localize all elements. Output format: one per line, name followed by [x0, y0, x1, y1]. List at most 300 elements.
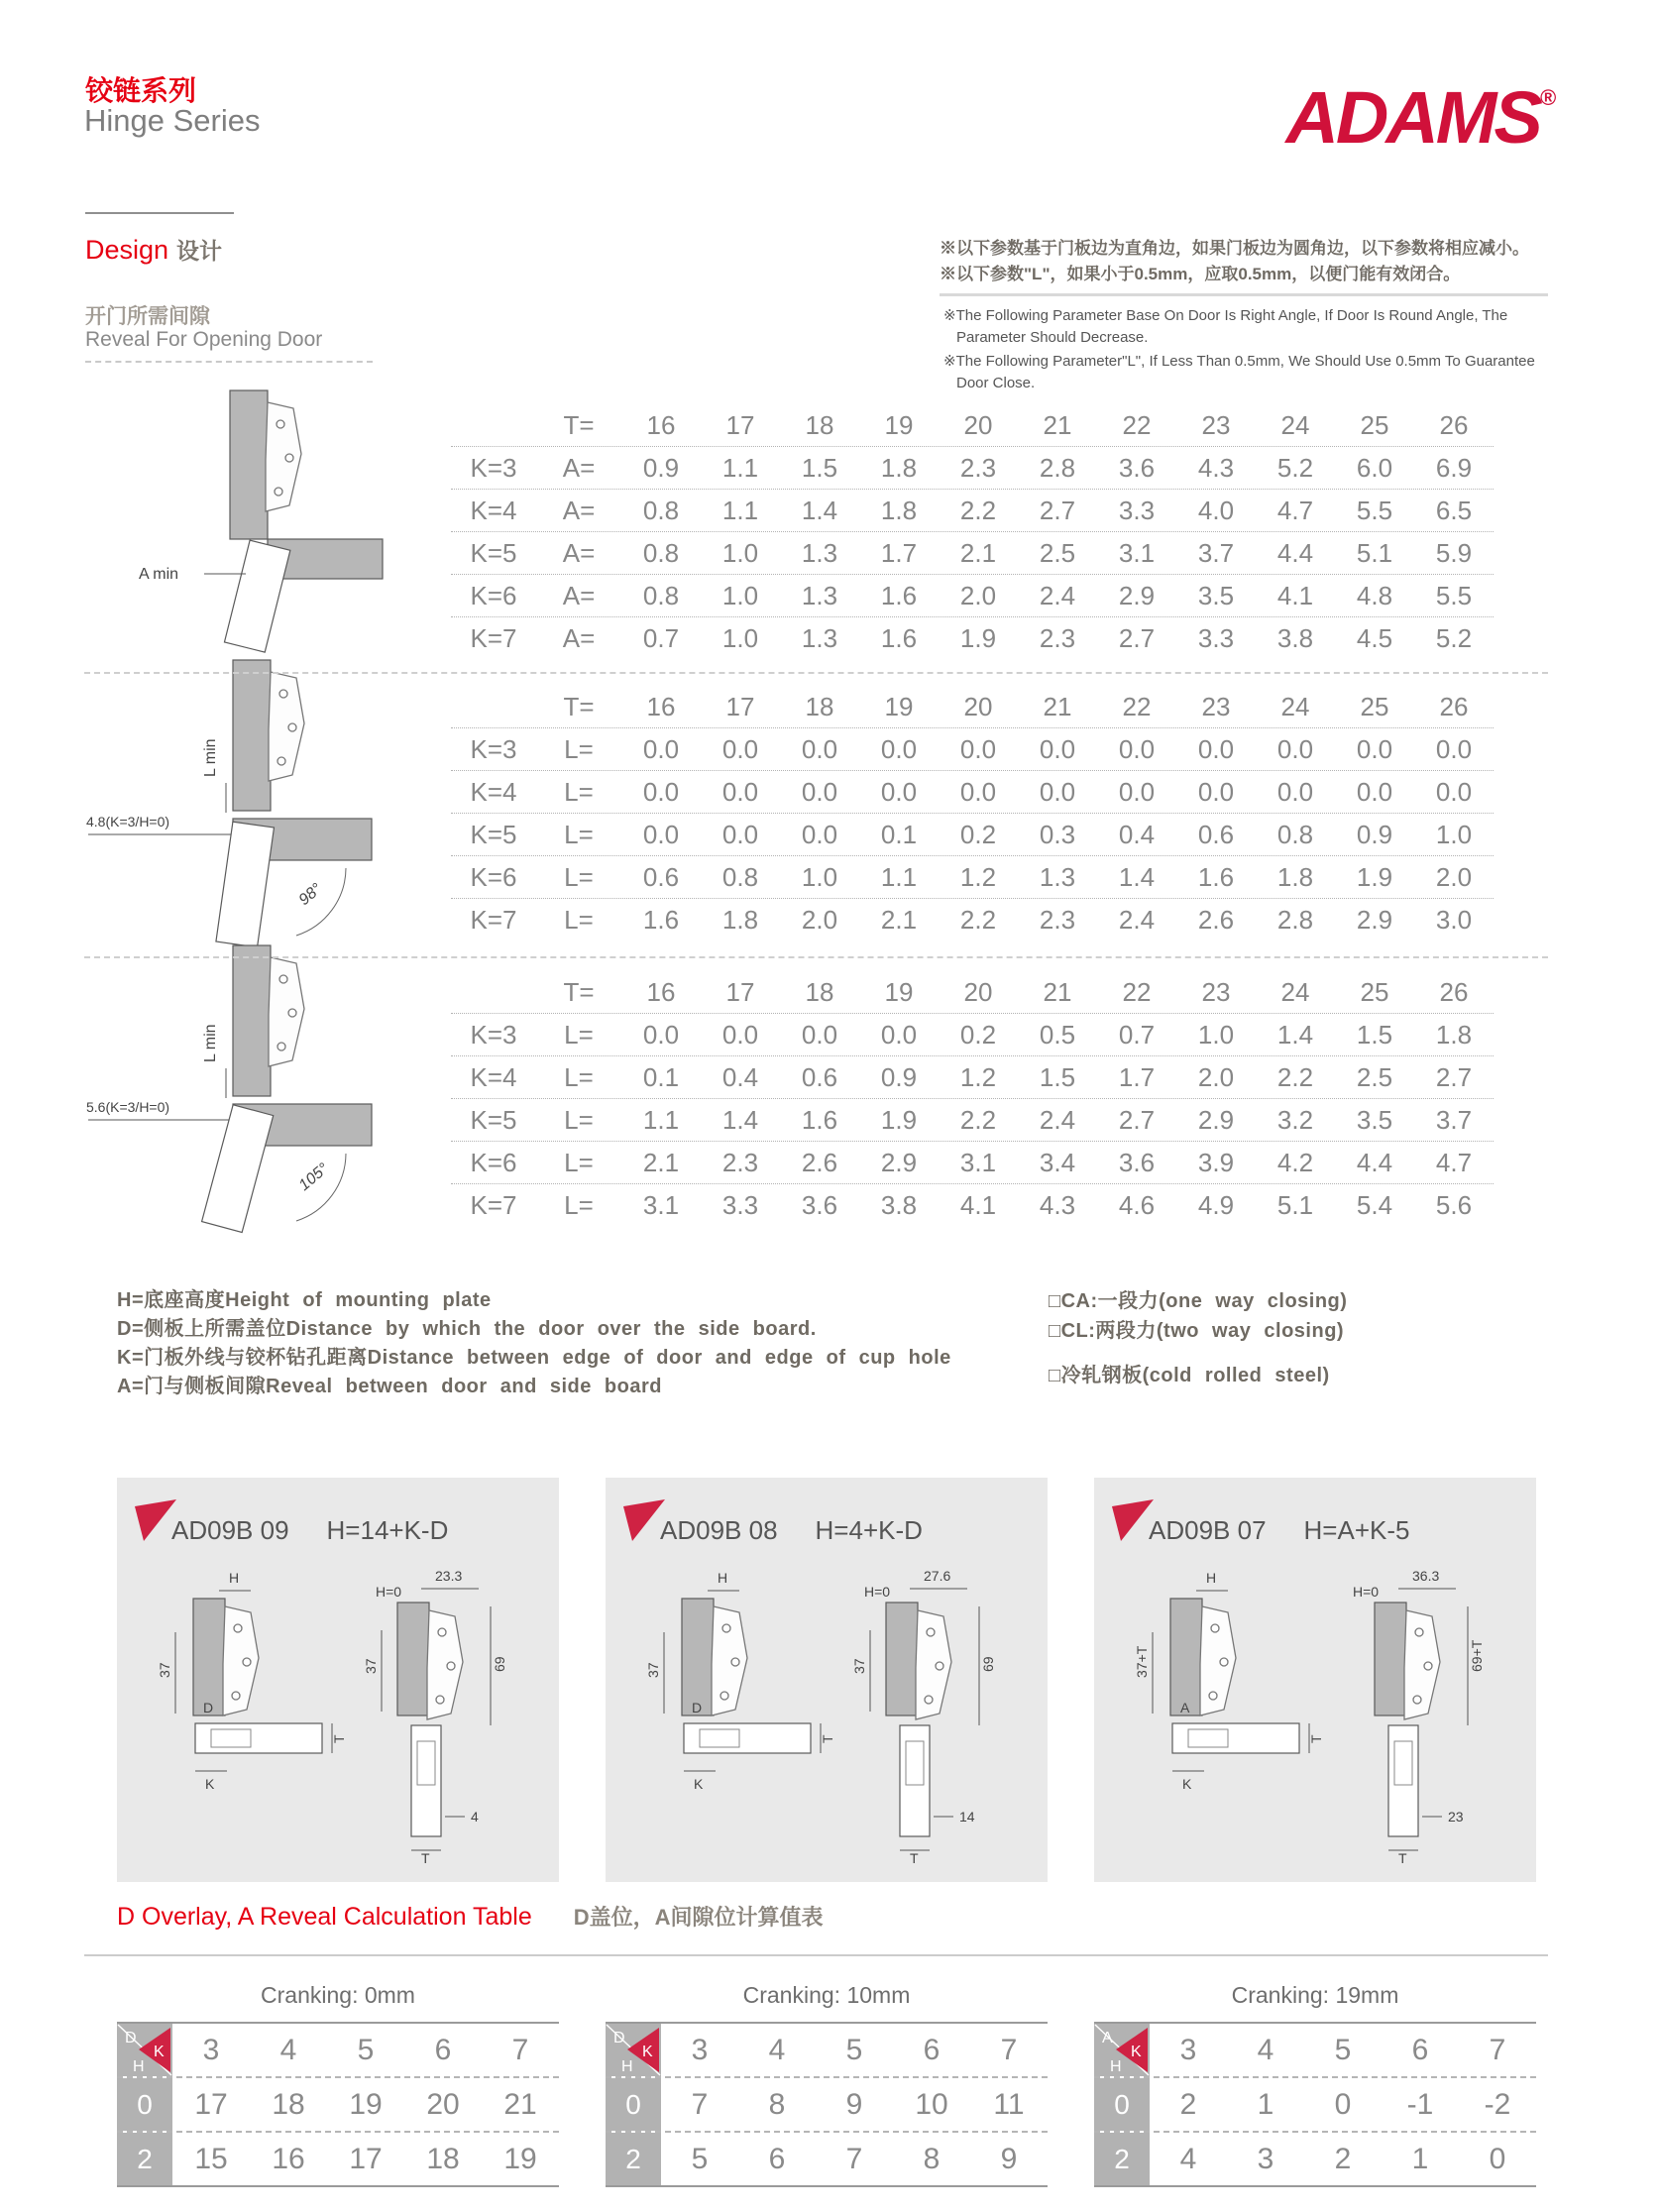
col-header: 22	[1122, 976, 1152, 1007]
cell-value: 1.0	[721, 537, 759, 568]
cell-value: 5.5	[1435, 580, 1473, 610]
cell-value: 1.5	[801, 452, 838, 483]
calc-row	[1094, 2078, 1536, 2133]
svg-text:23.3: 23.3	[435, 1568, 463, 1584]
svg-text:98°: 98°	[295, 880, 326, 910]
cell-value: 5.9	[1435, 537, 1473, 568]
cell-value: 3.8	[880, 1189, 918, 1220]
calc-cell: 17	[349, 2142, 383, 2175]
cell-value: 3.3	[1118, 495, 1156, 525]
table-header-row	[451, 971, 1494, 1014]
row-param-label: L=	[564, 1019, 594, 1050]
row-k-label: K=7	[470, 1189, 517, 1220]
reveal-diagram-105	[84, 941, 411, 1244]
col-header: 23	[1201, 976, 1231, 1007]
svg-text:K: K	[1182, 1776, 1192, 1792]
col-header: 20	[963, 409, 993, 440]
cell-value: 1.4	[1276, 1019, 1314, 1050]
svg-text:T: T	[820, 1734, 835, 1743]
cell-value: 0.0	[1435, 776, 1473, 807]
cell-value: 0.0	[1118, 776, 1156, 807]
calc-row	[117, 2133, 559, 2185]
cell-value: 1.0	[1197, 1019, 1235, 1050]
calc-col-header: 6	[1411, 2033, 1429, 2066]
calc-cell: 9	[1000, 2142, 1018, 2175]
cell-value: 4.1	[959, 1189, 997, 1220]
calc-cell: 1	[1411, 2142, 1429, 2175]
calc-cell: 8	[768, 2087, 786, 2121]
svg-text:14: 14	[959, 1809, 975, 1825]
cell-value: 1.0	[801, 861, 838, 892]
cell-value: 4.9	[1197, 1189, 1235, 1220]
cell-value: 4.1	[1276, 580, 1314, 610]
hinge-outline	[269, 672, 304, 781]
calc-cell: 20	[426, 2087, 460, 2121]
cell-value: 2.9	[1197, 1104, 1235, 1135]
svg-text:5.6(K=3/H=0): 5.6(K=3/H=0)	[86, 1099, 170, 1115]
cell-value: 4.4	[1276, 537, 1314, 568]
cell-value: 0.0	[1356, 776, 1393, 807]
svg-text:K: K	[694, 1776, 704, 1792]
cell-value: 1.2	[959, 861, 997, 892]
row-k-label: K=6	[470, 861, 517, 892]
calc-col-header: 7	[1489, 2033, 1506, 2066]
col-t-label: T=	[563, 691, 595, 721]
cell-value: 1.3	[801, 537, 838, 568]
options-legend	[1049, 1286, 1347, 1390]
cell-value: 3.5	[1356, 1104, 1393, 1135]
cell-value: 0.6	[801, 1061, 838, 1092]
calc-header-row	[117, 2024, 559, 2078]
cranking-label-10mm: Cranking: 10mm	[742, 1982, 911, 2008]
cell-value: 1.1	[880, 861, 918, 892]
calc-cell: 19	[349, 2087, 383, 2121]
cell-value: 1.0	[721, 622, 759, 653]
row-k-label: K=6	[470, 1147, 517, 1177]
cell-value: 4.7	[1276, 495, 1314, 525]
svg-text:69: 69	[980, 1656, 996, 1672]
calc-corner-cell	[117, 2024, 172, 2076]
cell-value: 3.2	[1276, 1104, 1314, 1135]
calc-cell: 7	[845, 2142, 863, 2175]
calc-col-header: 7	[1000, 2033, 1018, 2066]
svg-text:4.8(K=3/H=0): 4.8(K=3/H=0)	[86, 814, 170, 830]
cell-value: 2.6	[801, 1147, 838, 1177]
calc-col-header: 3	[202, 2033, 220, 2066]
notes-chinese	[940, 236, 1554, 287]
cell-value: 5.1	[1276, 1189, 1314, 1220]
cell-value: 5.1	[1356, 537, 1393, 568]
cell-value: 5.4	[1356, 1189, 1393, 1220]
cell-value: 1.8	[1276, 861, 1314, 892]
svg-text:L min: L min	[202, 738, 219, 777]
cranking-label-19mm: Cranking: 19mm	[1231, 1982, 1399, 2008]
svg-text:4: 4	[471, 1809, 479, 1825]
calc-col-header: 7	[511, 2033, 529, 2066]
model-card-ad09b09	[117, 1478, 559, 1882]
col-t-label: T=	[563, 976, 595, 1007]
table-row	[451, 1099, 1494, 1142]
calc-col-header: 3	[691, 2033, 709, 2066]
cell-value: 1.4	[801, 495, 838, 525]
calc-col-header: 3	[1179, 2033, 1197, 2066]
calc-cell: 4	[1179, 2142, 1197, 2175]
svg-text:K: K	[205, 1776, 215, 1792]
cell-value: 2.7	[1039, 495, 1076, 525]
col-header: 22	[1122, 691, 1152, 721]
calc-cell: 18	[426, 2142, 460, 2175]
brand-text: ADAMS	[1285, 76, 1540, 159]
model-formula: H=4+K-D	[815, 1515, 923, 1545]
table-row	[451, 771, 1494, 814]
corner-label-k: K	[642, 2044, 653, 2060]
calc-corner-cell	[1094, 2024, 1150, 2076]
cell-value: 0.6	[642, 861, 680, 892]
model-card-ad09b07	[1094, 1478, 1536, 1882]
row-param-label: L=	[564, 1061, 594, 1092]
svg-text:D: D	[203, 1700, 214, 1715]
cell-value: 3.6	[801, 1189, 838, 1220]
cell-value: 1.4	[1118, 861, 1156, 892]
row-k-label: K=3	[470, 1019, 517, 1050]
cell-value: 4.7	[1435, 1147, 1473, 1177]
calc-corner-cell	[606, 2024, 661, 2076]
calc-table-10mm	[606, 2022, 1048, 2187]
cell-value: 0.0	[1435, 733, 1473, 764]
cell-value: 4.5	[1356, 622, 1393, 653]
cell-value: 3.1	[959, 1147, 997, 1177]
notes-english	[943, 305, 1552, 396]
reveal-diagram-graphic	[84, 941, 411, 1239]
cell-value: 0.0	[642, 733, 680, 764]
table-row	[451, 814, 1494, 856]
table-header-row	[451, 404, 1494, 447]
cell-value: 2.4	[1039, 1104, 1076, 1135]
row-k-label: K=5	[470, 819, 517, 849]
row-param-label: L=	[564, 861, 594, 892]
cell-value: 4.6	[1118, 1189, 1156, 1220]
col-header: 17	[725, 976, 755, 1007]
corner-label-top: D	[613, 2030, 625, 2046]
cell-value: 0.0	[1118, 733, 1156, 764]
cell-value: 2.7	[1435, 1061, 1473, 1092]
col-header: 25	[1360, 409, 1389, 440]
cell-value: 0.0	[959, 776, 997, 807]
col-header: 24	[1280, 691, 1310, 721]
hinge-outline	[1404, 1610, 1440, 1719]
hinge-outline	[269, 957, 304, 1066]
cell-value: 2.3	[1039, 622, 1076, 653]
table-row	[451, 490, 1494, 532]
cell-value: 1.9	[959, 622, 997, 653]
calc-col-header: 6	[434, 2033, 452, 2066]
col-header: 24	[1280, 409, 1310, 440]
note-zh-line: ※以下参数基于门板边为直角边，如果门板边为圆角边，以下参数将相应减小。	[940, 239, 1529, 258]
cell-value: 0.0	[721, 819, 759, 849]
row-param-label: L=	[564, 1189, 594, 1220]
cell-value: 3.7	[1197, 537, 1235, 568]
hinge-outline	[266, 402, 301, 511]
cell-value: 2.8	[1039, 452, 1076, 483]
cell-value: 3.3	[1197, 622, 1235, 653]
hinge-outline	[1200, 1606, 1236, 1715]
cell-value: 2.2	[959, 1104, 997, 1135]
cell-value: 2.1	[959, 537, 997, 568]
svg-text:36.3: 36.3	[1412, 1568, 1440, 1584]
calc-title	[117, 1901, 824, 1932]
calc-col-header: 5	[357, 2033, 375, 2066]
cell-value: 1.7	[880, 537, 918, 568]
calc-cell: 11	[993, 2087, 1025, 2121]
cell-value: 0.9	[1356, 819, 1393, 849]
model-title	[660, 1515, 923, 1546]
cell-value: 5.6	[1435, 1189, 1473, 1220]
cell-value: 0.8	[642, 580, 680, 610]
page-title-en: Hinge Series	[84, 103, 261, 138]
calc-row-header: 0	[1094, 2078, 1150, 2131]
col-t-label: T=	[563, 409, 595, 440]
cell-value: 0.6	[1197, 819, 1235, 849]
cell-value: 3.8	[1276, 622, 1314, 653]
registered-mark: ®	[1539, 85, 1556, 110]
legend-line-k: K=门板外线与铰杯钻孔距离Distance between edge of door and edge of cup hole	[117, 1347, 951, 1369]
legend-cl: □CL:两段力(two way closing)	[1049, 1320, 1345, 1342]
section-separator	[84, 956, 1548, 958]
col-header: 23	[1201, 691, 1231, 721]
section-label-en: Reveal For Opening Door	[85, 328, 323, 351]
svg-text:37: 37	[851, 1658, 867, 1674]
calc-cell: -2	[1484, 2087, 1511, 2121]
col-header: 19	[884, 976, 914, 1007]
svg-text:23: 23	[1448, 1809, 1464, 1825]
design-heading	[85, 233, 222, 266]
cell-value: 1.6	[1197, 861, 1235, 892]
cell-value: 2.9	[1118, 580, 1156, 610]
row-k-label: K=4	[470, 495, 517, 525]
cell-value: 3.0	[1435, 904, 1473, 935]
calc-col-header: 4	[279, 2033, 297, 2066]
section-label-zh: 开门所需间隙	[85, 305, 210, 328]
cell-value: 0.7	[1118, 1019, 1156, 1050]
cranking-label-0mm: Cranking: 0mm	[261, 1982, 415, 2008]
svg-text:D: D	[692, 1700, 703, 1715]
cell-value: 1.3	[801, 622, 838, 653]
calc-cell: -1	[1406, 2087, 1434, 2121]
cell-value: 2.9	[1356, 904, 1393, 935]
svg-text:105°: 105°	[295, 1160, 332, 1195]
cell-value: 2.4	[1118, 904, 1156, 935]
cell-value: 2.1	[880, 904, 918, 935]
cell-value: 1.6	[642, 904, 680, 935]
cell-value: 0.0	[721, 1019, 759, 1050]
svg-text:27.6: 27.6	[924, 1568, 951, 1584]
notes-divider	[940, 293, 1548, 296]
cell-value: 4.4	[1356, 1147, 1393, 1177]
brand-logo	[1130, 75, 1556, 160]
col-header: 20	[963, 976, 993, 1007]
calc-cell: 10	[915, 2087, 948, 2121]
calc-cell: 18	[272, 2087, 305, 2121]
svg-text:H=0: H=0	[376, 1584, 402, 1600]
corner-label-k: K	[154, 2044, 165, 2060]
svg-text:H: H	[229, 1570, 240, 1586]
calc-cell: 1	[1257, 2087, 1274, 2121]
calc-cell: 2	[1179, 2087, 1197, 2121]
svg-text:H=0: H=0	[1353, 1584, 1380, 1600]
row-k-label: K=3	[470, 733, 517, 764]
calc-row	[1094, 2133, 1536, 2185]
note-zh-line: ※以下参数"L"，如果小于0.5mm，应取0.5mm，以便门能有效闭合。	[940, 265, 1461, 283]
row-k-label: K=4	[470, 1061, 517, 1092]
cell-value: 1.6	[801, 1104, 838, 1135]
calc-row-header: 2	[1094, 2133, 1150, 2185]
hinge-outline	[223, 1606, 259, 1715]
cell-value: 0.0	[721, 733, 759, 764]
cell-value: 0.0	[801, 776, 838, 807]
cell-value: 0.0	[880, 776, 918, 807]
cell-value: 1.5	[1039, 1061, 1076, 1092]
calc-table-0mm	[117, 2022, 559, 2187]
table-row	[451, 856, 1494, 899]
corner-cell-graphic	[117, 2024, 172, 2076]
cell-value: 2.0	[1197, 1061, 1235, 1092]
row-k-label: K=7	[470, 904, 517, 935]
cell-value: 0.8	[721, 861, 759, 892]
row-param-label: L=	[564, 733, 594, 764]
mount-diagram	[132, 1567, 544, 1869]
cell-value: 2.2	[1276, 1061, 1314, 1092]
cell-value: 2.5	[1356, 1061, 1393, 1092]
col-header: 26	[1439, 691, 1469, 721]
calc-cell: 19	[503, 2142, 537, 2175]
row-param-label: L=	[564, 819, 594, 849]
title-underline	[85, 212, 234, 214]
cell-value: 4.3	[1039, 1189, 1076, 1220]
cell-value: 0.0	[1276, 733, 1314, 764]
cell-value: 2.4	[1039, 580, 1076, 610]
calc-cell: 2	[1334, 2142, 1352, 2175]
svg-text:A min: A min	[139, 566, 179, 583]
col-header: 21	[1043, 691, 1072, 721]
cell-value: 5.5	[1356, 495, 1393, 525]
col-header: 24	[1280, 976, 1310, 1007]
svg-text:37: 37	[645, 1662, 661, 1678]
note-en-line: ※The Following Parameter"L", If Less Than 0.5mm, We Should Use 0.5mm To Guarantee Door Close.	[943, 353, 1535, 391]
row-param-label: A=	[562, 622, 596, 653]
cell-value: 2.2	[959, 495, 997, 525]
cell-value: 0.0	[801, 733, 838, 764]
cell-value: 3.4	[1039, 1147, 1076, 1177]
cell-value: 2.3	[721, 1147, 759, 1177]
row-k-label: K=5	[470, 537, 517, 568]
mount-diagram-graphic	[132, 1567, 544, 1864]
corner-cell-graphic	[606, 2024, 661, 2076]
cell-value: 1.9	[1356, 861, 1393, 892]
svg-text:T: T	[910, 1850, 919, 1864]
col-header: 19	[884, 409, 914, 440]
mount-diagram-graphic	[620, 1567, 1033, 1864]
row-param-label: A=	[562, 580, 596, 610]
corner-label-top: A	[1102, 2030, 1113, 2046]
cell-value: 0.0	[1197, 733, 1235, 764]
col-header: 18	[805, 976, 834, 1007]
cell-value: 5.2	[1276, 452, 1314, 483]
calc-row-header: 0	[606, 2078, 661, 2131]
col-header: 16	[646, 976, 676, 1007]
calc-col-header: 4	[1257, 2033, 1274, 2066]
note-en-line: ※The Following Parameter Base On Door Is Right Angle, If Door Is Round Angle, The Parameter Should Decrease.	[943, 307, 1508, 346]
reveal-table-l-105	[451, 971, 1494, 1226]
model-card-ad09b08	[606, 1478, 1048, 1882]
legend-ca: □CA:一段力(one way closing)	[1049, 1290, 1348, 1312]
corner-label-h: H	[133, 2058, 145, 2075]
calc-col-header: 6	[923, 2033, 941, 2066]
svg-text:T: T	[1398, 1850, 1407, 1864]
col-header: 21	[1043, 409, 1072, 440]
cell-value: 0.0	[1276, 776, 1314, 807]
svg-text:H: H	[718, 1570, 728, 1586]
mount-diagram-graphic	[1109, 1567, 1521, 1864]
cell-value: 0.3	[1039, 819, 1076, 849]
cell-value: 1.3	[801, 580, 838, 610]
model-formula: H=14+K-D	[326, 1515, 449, 1545]
mount-diagram	[1109, 1567, 1521, 1869]
svg-text:A: A	[1180, 1700, 1190, 1715]
svg-text:37+T: 37+T	[1134, 1645, 1150, 1678]
cell-value: 0.0	[1356, 733, 1393, 764]
legend-spacer	[1049, 1346, 1347, 1361]
col-header: 18	[805, 409, 834, 440]
calc-row	[606, 2133, 1048, 2185]
cell-value: 0.0	[880, 1019, 918, 1050]
cell-value: 1.4	[721, 1104, 759, 1135]
svg-text:69+T: 69+T	[1469, 1639, 1485, 1672]
col-header: 17	[725, 691, 755, 721]
svg-text:37: 37	[157, 1662, 172, 1678]
cell-value: 1.6	[880, 580, 918, 610]
page-title-zh: 铰链系列	[85, 75, 197, 106]
cell-value: 0.9	[880, 1061, 918, 1092]
cell-value: 3.6	[1118, 1147, 1156, 1177]
row-k-label: K=6	[470, 580, 517, 610]
model-title	[171, 1515, 448, 1546]
calc-col-header: 5	[1334, 2033, 1352, 2066]
reveal-diagram-a	[111, 385, 418, 661]
table-row	[451, 728, 1494, 771]
col-header: 19	[884, 691, 914, 721]
cell-value: 3.1	[1118, 537, 1156, 568]
table-row	[451, 1056, 1494, 1099]
design-label-en: Design	[85, 235, 169, 265]
reveal-table-a	[451, 404, 1494, 659]
table-row	[451, 1014, 1494, 1056]
col-header: 23	[1201, 409, 1231, 440]
calc-row-header: 0	[117, 2078, 172, 2131]
parameter-legend	[117, 1286, 951, 1401]
model-code: AD09B 09	[171, 1515, 289, 1545]
cell-value: 0.5	[1039, 1019, 1076, 1050]
cell-value: 1.6	[880, 622, 918, 653]
cell-value: 1.8	[721, 904, 759, 935]
cell-value: 0.0	[721, 776, 759, 807]
cell-value: 5.2	[1435, 622, 1473, 653]
row-param-label: A=	[562, 452, 596, 483]
col-header: 25	[1360, 976, 1389, 1007]
row-param-label: L=	[564, 1147, 594, 1177]
cell-value: 1.5	[1356, 1019, 1393, 1050]
cell-value: 2.0	[959, 580, 997, 610]
cell-value: 0.0	[959, 733, 997, 764]
